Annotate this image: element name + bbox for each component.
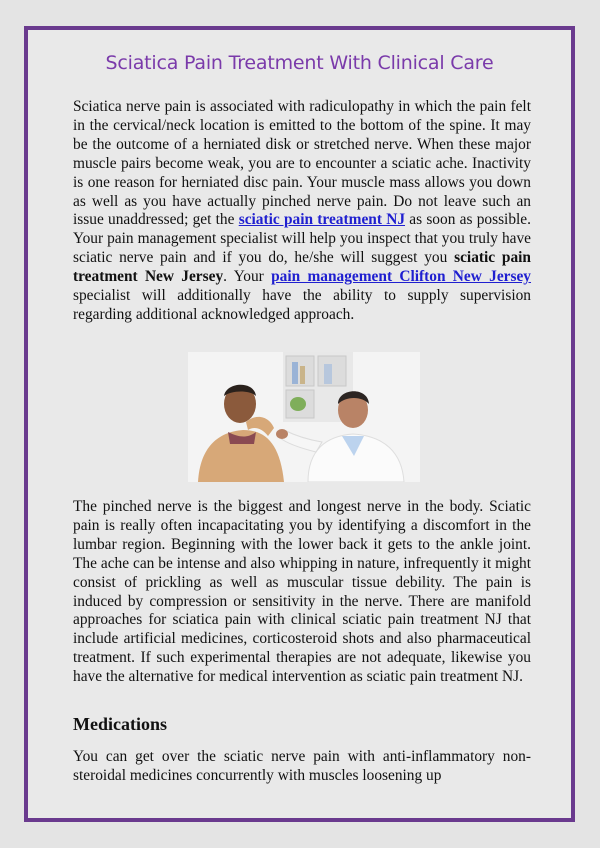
page-title: Sciatica Pain Treatment With Clinical Care: [105, 52, 494, 74]
intro-text-1: Sciatica nerve pain is associated with radiculopathy in which the pain felt in the cervical/neck location is emitted to the bottom of the spine. It may be the outcome of a herniated disk or stretched nerve. When these major muscle pairs become weak, you are to encounter a sciatic ache. Inactivity is one reason for herniated disc pain. Your muscle mass allows you down as well as you have actually pinched nerve pain. Do not leave such an issue unaddressed; get the: [73, 98, 531, 229]
intro-text-2: as soon as possible. Your pain management specialist will help you inspect that you truly have sciatic nerve pain and if you do, he/she will suggest you: [73, 211, 531, 267]
medications-paragraph: You can get over the sciatic nerve pain with anti-inflammatory non-steroidal medicines concurrently with muscles loosening up: [73, 748, 531, 784]
document-page: [24, 26, 575, 822]
doctor-patient-photo: [188, 352, 420, 482]
intro-text-3: . Your: [223, 268, 272, 286]
body-paragraph: The pinched nerve is the biggest and longest nerve in the body. Sciatic pain is really often incapacitating you by identifying a discomfort in the lumbar region. Beginning with the lower back it gets to the ankle joint. The ache can be intense and also whipping in nature, infrequently it might consist of prickling as well as muscular tissue debility. The pain is induced by compression or sensitivity in the nerve. There are manifold approaches for sciatica pain with clinical sciatic pain treatment NJ that include artificial medicines, corticosteroid shots and also pharmaceutical treatment. If such experimental therapies are not adequate, likewise you have the alternative for medical intervention as sciatic pain treatment NJ.: [73, 498, 531, 686]
bold-phrase: sciatic pain treatment New Jersey: [73, 249, 531, 286]
sciatic-pain-treatment-nj-link[interactable]: sciatic pain treatment NJ: [238, 211, 406, 229]
intro-text-4: specialist will additionally have the ability to supply supervision regarding additional acknowledged approach.: [73, 287, 531, 323]
intro-paragraph: [73, 98, 531, 325]
section-heading-medications: Medications: [73, 714, 167, 734]
pain-management-clifton-link[interactable]: pain management Clifton New Jersey: [271, 268, 532, 286]
